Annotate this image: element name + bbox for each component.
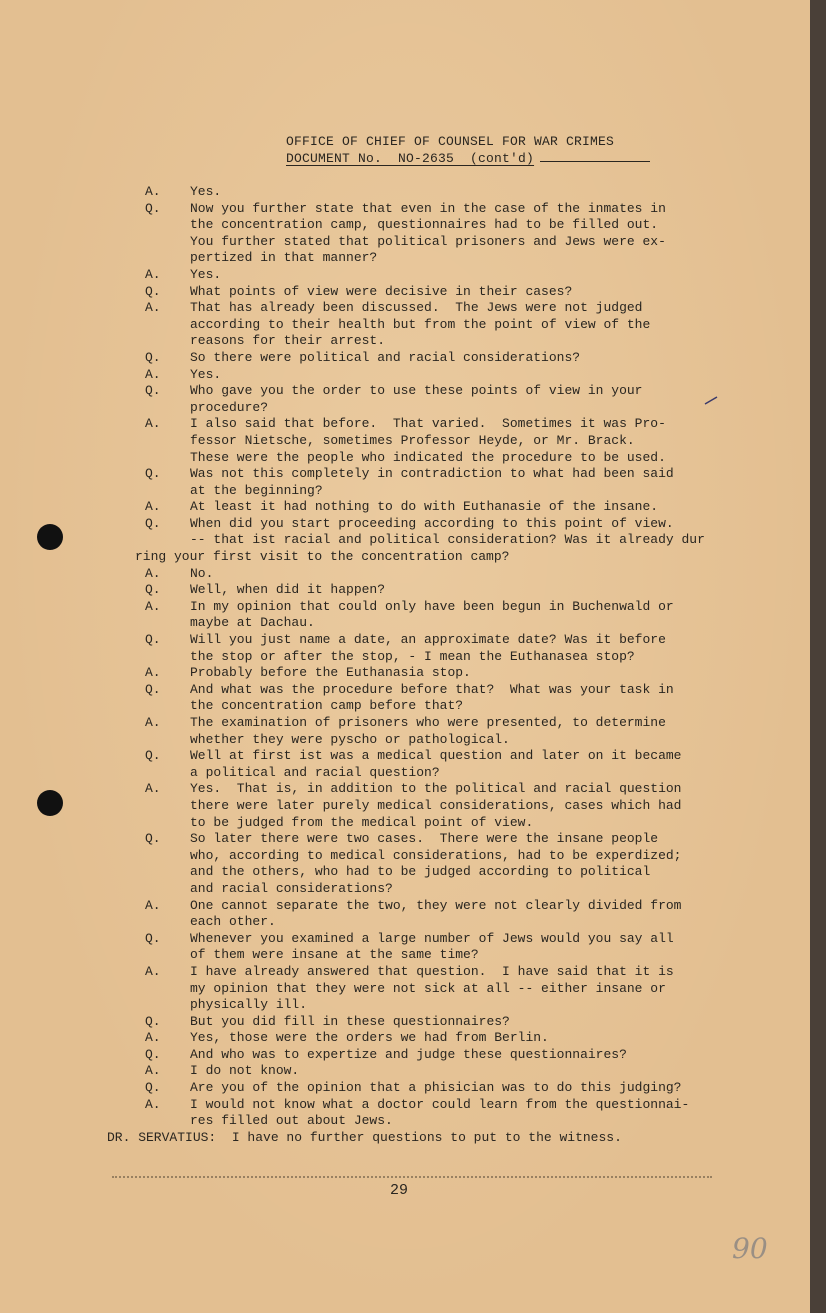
speaker-label: Q. — [145, 1046, 161, 1062]
question-entry — [145, 350, 785, 367]
transcript-line: What points of view were decisive in their cases? — [190, 283, 573, 299]
entry-text — [190, 931, 785, 964]
speaker-label: A. — [145, 499, 161, 515]
handwritten-page-number: 90 — [732, 1232, 768, 1265]
speaker-label: Q. — [145, 383, 161, 399]
transcript-line: and the others, who had to be judged according to political — [190, 864, 651, 880]
speaker-label: Q. — [145, 515, 161, 531]
punch-hole-top — [37, 524, 63, 550]
answer-entry — [145, 300, 785, 350]
transcript-continuation-line: ring your first visit to the concentration camp? — [135, 549, 510, 565]
document-header — [286, 133, 650, 167]
transcript-line: -- that ist racial and political consideration? Was it already dur — [190, 532, 705, 548]
transcript-line: according to their health but from the point of view of the — [190, 316, 651, 332]
question-entry — [145, 1047, 785, 1064]
transcript-line: I also said that before. That varied. Sometimes it was Pro- — [190, 416, 666, 432]
question-entry — [145, 201, 785, 267]
entry-text — [190, 1080, 785, 1097]
entry-text — [190, 416, 785, 466]
transcript-line: Well, when did it happen? — [190, 582, 386, 598]
entry-text — [190, 1030, 785, 1047]
transcript-line: of them were insane at the same time? — [190, 947, 479, 963]
speaker-label: A. — [145, 963, 161, 979]
speaker-label: A. — [145, 781, 161, 797]
pen-mark-icon — [704, 395, 718, 405]
speaker-label: A. — [145, 1096, 161, 1112]
transcript-line: my opinion that they were not sick at all -- either insane or — [190, 980, 666, 996]
transcript-line: Was not this completely in contradiction to what had been said — [190, 466, 674, 482]
closing-statement — [107, 1130, 785, 1147]
transcript-line: procedure? — [190, 399, 269, 415]
transcript-line: reasons for their arrest. — [190, 333, 386, 349]
speaker-label: A. — [145, 266, 161, 282]
header-rule — [540, 161, 650, 162]
entry-text — [190, 898, 785, 931]
speaker-label: A. — [145, 184, 161, 199]
entry-text — [190, 748, 785, 781]
question-entry — [145, 748, 785, 781]
entry-text — [190, 632, 785, 665]
question-entry — [145, 632, 785, 665]
entry-text — [190, 715, 785, 748]
entry-text — [190, 350, 785, 367]
transcript-line: That has already been discussed. The Jews were not judged — [190, 300, 643, 316]
speaker-label: A. — [145, 1030, 161, 1046]
transcript-line: each other. — [190, 914, 276, 930]
speaker-label: Q. — [145, 1080, 161, 1096]
speaker-label: A. — [145, 598, 161, 614]
transcript-line: Yes. That is, in addition to the political and racial question — [190, 781, 682, 797]
speaker-label: A. — [145, 715, 161, 730]
transcript-line: Probably before the Euthanasia stop. — [190, 665, 471, 681]
answer-entry — [145, 665, 785, 682]
transcript-line: In my opinion that could only have been begun in Buchenwald or — [190, 598, 674, 614]
answer-entry — [145, 416, 785, 466]
transcript-line: the concentration camp, questionnaires had to be filled out. — [190, 217, 659, 233]
answer-entry — [145, 1030, 785, 1047]
answer-entry — [145, 781, 785, 831]
answer-entry — [145, 184, 785, 201]
entry-text — [190, 665, 785, 682]
transcript-line: the concentration camp before that? — [190, 698, 464, 714]
entry-text — [190, 582, 785, 599]
speaker-label: Q. — [145, 200, 161, 216]
transcript-line: I do not know. — [190, 1063, 300, 1079]
transcript-line: Yes, those were the orders we had from Berlin. — [190, 1030, 549, 1046]
transcript-line: at the beginning? — [190, 482, 323, 498]
transcript-line: At least it had nothing to do with Euthanasie of the insane. — [190, 499, 659, 515]
speaker-label: A. — [145, 565, 161, 581]
transcript-line: who, according to medical considerations, had to be experdized; — [190, 847, 682, 863]
entry-text — [190, 267, 785, 284]
transcript-line: One cannot separate the two, they were not clearly divided from — [190, 897, 682, 913]
transcript-line: the stop or after the stop, - I mean the Euthanasea stop? — [190, 648, 635, 664]
transcript-line: Yes. — [190, 266, 222, 282]
speaker-label: Q. — [145, 681, 161, 697]
question-entry — [145, 582, 785, 599]
entry-text — [190, 566, 785, 583]
transcript-line: Will you just name a date, an approximate date? Was it before — [190, 632, 666, 648]
entry-text — [190, 1063, 785, 1080]
transcript-line: Yes. — [190, 184, 222, 199]
header-document-line: DOCUMENT No. NO-2635 (cont'd) — [286, 151, 535, 166]
transcript-line: Who gave you the order to use these points of view in your — [190, 383, 643, 399]
transcript-line: maybe at Dachau. — [190, 615, 315, 631]
header-office-line: OFFICE OF CHIEF OF COUNSEL FOR WAR CRIMES — [286, 134, 615, 149]
question-entry — [145, 516, 785, 549]
transcript-line: And what was the procedure before that? What was your task in — [190, 681, 674, 697]
entry-text — [190, 599, 785, 632]
entry-text — [190, 367, 785, 384]
scan-background-edge — [810, 0, 826, 1313]
transcript-line: to be judged from the medical point of view. — [190, 814, 534, 830]
transcript-line: and racial considerations? — [190, 880, 393, 896]
speaker-label: Q. — [145, 283, 161, 299]
speaker-label: A. — [145, 416, 161, 432]
transcript-line: No. — [190, 565, 214, 581]
entry-text — [190, 964, 785, 1014]
entry-text — [190, 284, 785, 301]
answer-entry — [145, 1063, 785, 1080]
transcript-line: I have already answered that question. I have said that it is — [190, 963, 674, 979]
question-entry — [145, 284, 785, 301]
transcript-line: These were the people who indicated the procedure to be used. — [190, 449, 666, 465]
speaker-label: A. — [145, 1063, 161, 1079]
transcript-line: You further stated that political prisoners and Jews were ex- — [190, 233, 666, 249]
question-entry — [145, 931, 785, 964]
transcript-line: res filled out about Jews. — [190, 1113, 393, 1129]
answer-entry — [145, 367, 785, 384]
entry-text — [190, 300, 785, 350]
answer-entry — [145, 267, 785, 284]
question-entry — [145, 831, 785, 897]
speaker-label: A. — [145, 665, 161, 681]
entry-text — [190, 831, 785, 897]
transcript-body — [107, 184, 785, 1146]
transcript-line: a political and racial question? — [190, 764, 440, 780]
transcript-line: So later there were two cases. There were the insane people — [190, 831, 659, 847]
question-entry — [145, 466, 785, 499]
entry-text — [190, 1097, 785, 1130]
faded-stamp-line — [112, 1176, 712, 1178]
transcript-line: I would not know what a doctor could learn from the questionnai- — [190, 1096, 690, 1112]
transcript-line: And who was to expertize and judge these questionnaires? — [190, 1046, 627, 1062]
question-entry — [145, 383, 785, 416]
entry-text — [190, 383, 785, 416]
speaker-label: A. — [145, 366, 161, 382]
speaker-label: Q. — [145, 930, 161, 946]
question-entry — [145, 1014, 785, 1031]
transcript-line: pertized in that manner? — [190, 250, 378, 266]
answer-entry — [145, 599, 785, 632]
transcript-line: Now you further state that even in the case of the inmates in — [190, 200, 666, 216]
punch-hole-bottom — [37, 790, 63, 816]
entry-text — [190, 682, 785, 715]
transcript-line: fessor Nietsche, sometimes Professor Heyde, or Mr. Brack. — [190, 432, 635, 448]
speaker-label: Q. — [145, 582, 161, 598]
transcript-line: physically ill. — [190, 997, 308, 1013]
answer-entry — [145, 964, 785, 1014]
entry-text — [190, 201, 785, 267]
transcript-line: there were later purely medical considerations, cases which had — [190, 797, 682, 813]
transcript-line: The examination of prisoners who were presented, to determine — [190, 715, 666, 730]
transcript-line: whether they were pyscho or pathological. — [190, 731, 510, 747]
answer-entry — [145, 499, 785, 516]
answer-entry — [145, 715, 785, 748]
answer-entry — [145, 566, 785, 583]
speaker-label: Q. — [145, 632, 161, 648]
question-entry — [145, 1080, 785, 1097]
speaker-label: Q. — [145, 748, 161, 764]
page-number: 29 — [390, 1182, 409, 1199]
entry-text — [190, 1014, 785, 1031]
entry-text — [190, 184, 785, 201]
transcript-line: Yes. — [190, 366, 222, 382]
transcript-line: But you did fill in these questionnaires? — [190, 1013, 510, 1029]
entry-text — [190, 1047, 785, 1064]
transcript-line: Whenever you examined a large number of Jews would you say all — [190, 930, 674, 946]
closing-text: I have no further questions to put to the witness. — [231, 1129, 622, 1145]
entry-text — [190, 781, 785, 831]
speaker-label: Q. — [145, 831, 161, 847]
answer-entry — [145, 1097, 785, 1130]
speaker-label: A. — [145, 897, 161, 913]
transcript-line: When did you start proceeding according to this point of view. — [190, 515, 674, 531]
speaker-label: A. — [145, 300, 161, 316]
transcript-line: Well at first ist was a medical question and later on it became — [190, 748, 682, 764]
transcript-line: So there were political and racial considerations? — [190, 349, 581, 365]
speaker-label: Q. — [145, 466, 161, 482]
speaker-label: Q. — [145, 349, 161, 365]
entry-text — [190, 499, 785, 516]
entry-text — [190, 516, 785, 549]
answer-entry — [145, 898, 785, 931]
closing-speaker: DR. SERVATIUS: — [107, 1129, 217, 1145]
speaker-label: Q. — [145, 1013, 161, 1029]
question-entry — [145, 682, 785, 715]
entry-text — [190, 466, 785, 499]
transcript-line: Are you of the opinion that a phisician was to do this judging? — [190, 1080, 682, 1096]
